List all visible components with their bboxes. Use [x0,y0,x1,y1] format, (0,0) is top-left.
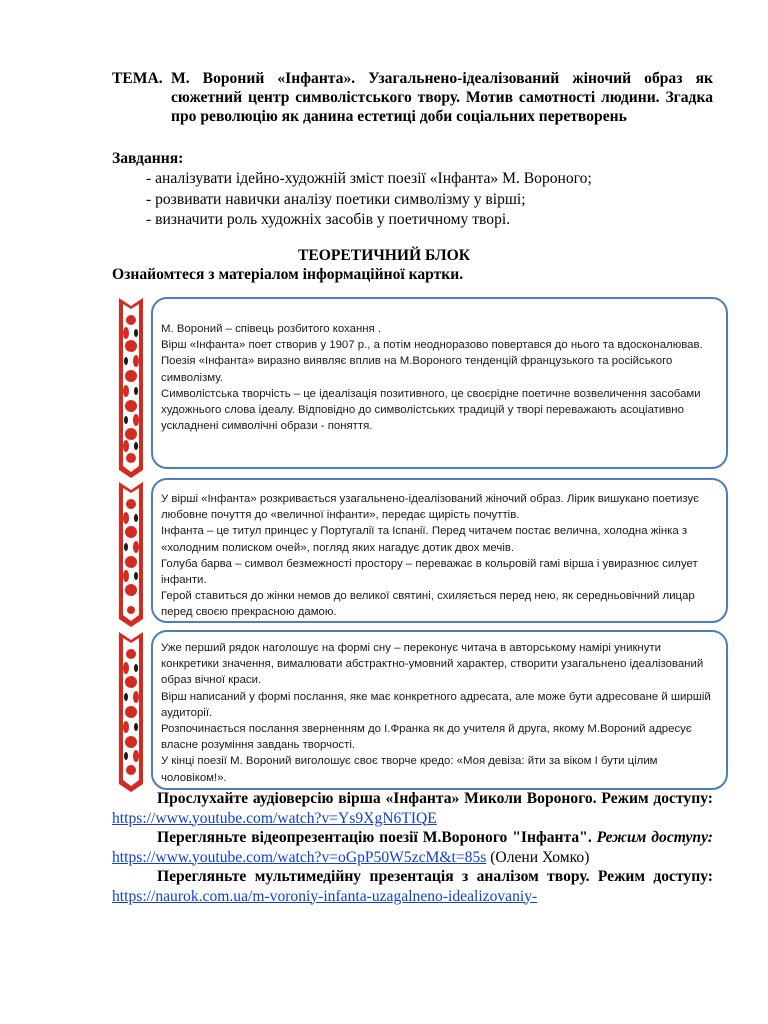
resource-links [112,789,713,906]
embroidery-ornament-icon [116,482,146,627]
video-access-label: Режим доступу: [596,829,713,846]
topic-label: ТЕМА. [112,70,163,87]
multimedia-text: Перегляньте мультимедійну презентація з аналізом твору. Режим доступу: [157,868,713,885]
card-paragraph: Символістська творчість – це ідеалізація позитивного, це своєрідне поетичне возвеличення засобами художнього слова ідеалу. Відповідно до символістських традицій у творі переважають асоціативно ускладнені символічні образи - поняття. [161,387,701,433]
video-link[interactable]: https://www.youtube.com/watch?v=oGpP50W5zcM&t=85s [112,848,487,866]
audio-text: Прослухайте аудіоверсію вірша «Інфанта» Миколи Вороного. [157,790,597,807]
topic-heading [112,69,713,127]
card-paragraph: Інфанта – це титул принцес у Португалії та Іспанії. Перед читачем постає велична, холодна жінка з «холодним полиском очей», погляд яких нагадує дотик двох мечів. [161,525,688,554]
theory-title: ТЕОРЕТИЧНИЙ БЛОК [297,247,471,264]
audio-access-label: Режим доступу: [601,790,713,807]
info-card-2 [151,478,728,623]
card-paragraph: М. Вороний – співець розбитого кохання . [161,323,382,335]
task-item: - визначити роль художніх засобів у поетичному творі. [146,211,511,228]
card-paragraph: У вірші «Інфанта» розкривається узагальнено-ідеалізований жіночий образ. Лірик вишукано поетизує любовне почуття до «величної інфанти», передає щирість почуттів. [161,493,699,522]
task-item: - аналізувати ідейно-художній зміст поезії «Інфанта» М. Вороного; [146,170,592,187]
card-paragraph: Вірш написаний у формі послання, яке має конкретного адресата, але може бути адресоване й ширшій аудиторії. [161,690,711,719]
video-author: (Олени Хомко) [490,848,590,866]
info-card-1 [151,297,728,469]
tasks-title: Завдання: [112,150,184,167]
theory-subtitle: Ознайомтеся з матеріалом інформаційної картки. [112,266,464,283]
embroidery-ornament-icon [116,632,146,792]
embroidery-ornament-icon [116,298,146,478]
card-paragraph: Голуба барва – символ безмежності простору – переважає в кольровій гамі вірша і увиразнює силует інфанти. [161,557,698,587]
video-paragraph [112,828,713,867]
multimedia-link[interactable]: https://naurok.com.ua/m-voroniy-infanta-uzagalneno-idealizovaniy- [112,887,538,905]
tasks-list [146,169,592,231]
info-card-3 [151,630,728,790]
card-paragraph: Герой ставиться до жінки немов до великої святині, схиляється перед нею, як середньовічний лицар перед своєю прекрасною дамою. [161,590,695,619]
card-paragraph: У кінці поезії М. Вороний виголошує своє творче кредо: «Моя девіза: йти за віком І бути цілим чоловіком!». [161,755,658,784]
card-paragraph: Вірш «Інфанта» поет створив у 1907 р., а потім неодноразово повертався до нього та вдосконалював. [161,339,703,352]
card-paragraph: Уже перший рядок наголошує на формі сну – переконує читача в авторському намірі уникнути конкретики значення, вималювати абстрактно-умовний характер, створити узагальнено ідеалізований образ вічної краси. [161,642,704,687]
multimedia-paragraph [112,867,713,906]
card-paragraph: Поезія «Інфанта» виразно виявляє вплив на М.Вороного тенденцій французького та російського символізму. [161,355,673,384]
card-paragraph: Розпочинається послання зверненням до І.Франка як до учителя й друга, якому М.Вороний адресує власне розуміння завдань творчості. [161,723,692,752]
audio-paragraph [112,789,713,828]
topic-text: М. Вороний «Інфанта». Узагальнено-ідеалізований жіночий образ як сюжетний центр символістського твору. Мотив самотності людини. Згадка про революцію як данина естетиці доби соціальних перетворень [171,70,713,126]
task-item: - розвивати навички аналізу поетики символізму у вірші; [146,190,526,208]
video-text: Перегляньте відеопрезентацію поезії М.Вороного "Інфанта". [157,829,592,846]
audio-link[interactable]: https://www.youtube.com/watch?v=Ys9XgN6TIQE [112,809,437,827]
